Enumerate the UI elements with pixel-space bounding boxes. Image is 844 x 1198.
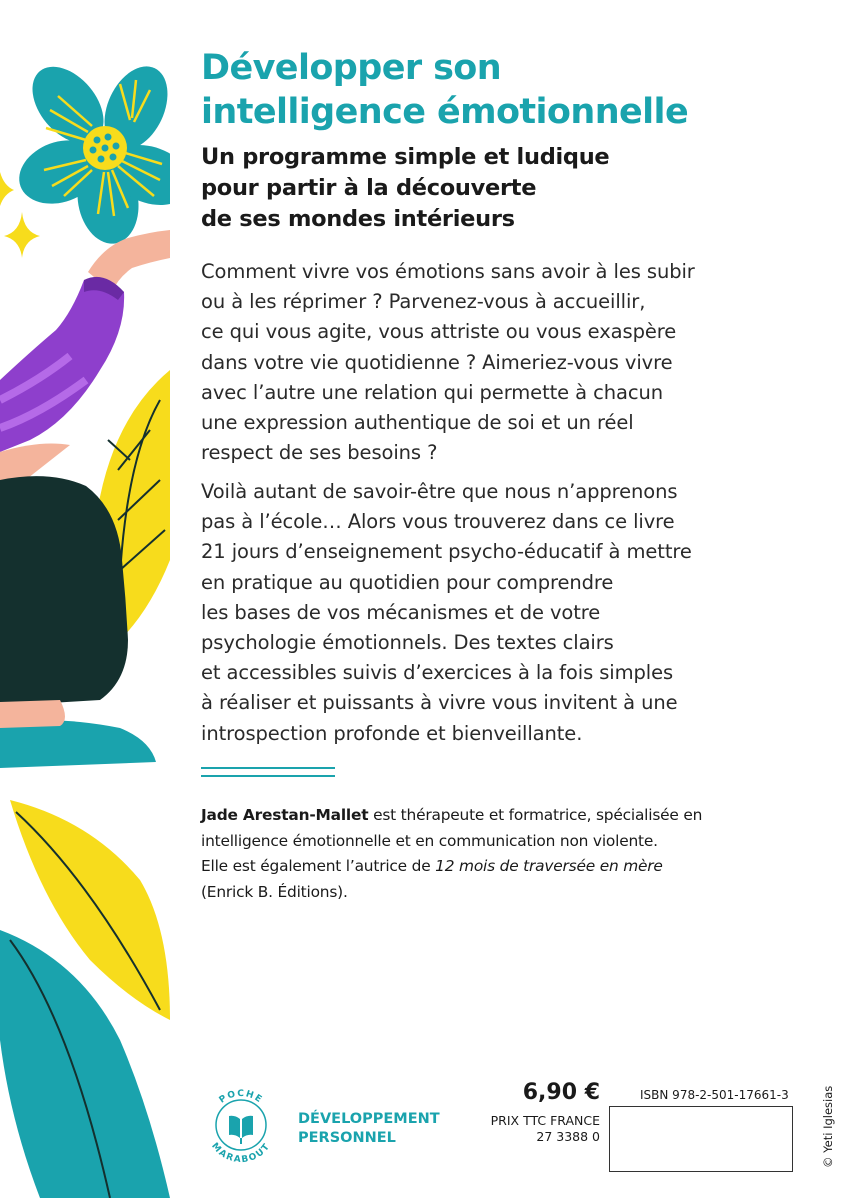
bio-line: intelligence émotionnelle et en communication non violente. <box>201 831 658 850</box>
subtitle-line: pour partir à la découverte <box>201 175 537 201</box>
blurb-line: en pratique au quotidien pour comprendre <box>201 570 614 594</box>
barcode-area <box>609 1106 793 1172</box>
collection-line: DÉVELOPPEMENT <box>298 1111 440 1127</box>
author-bio <box>201 803 841 905</box>
blurb-line: psychologie émotionnels. Des textes clairs <box>201 631 614 655</box>
bio-text: est thérapeute et formatrice, spécialisée en <box>368 806 703 824</box>
price: 6,90 € <box>522 1080 600 1105</box>
logo-text-bottom: MARABOUT <box>209 1141 273 1166</box>
svg-text:MARABOUT <box>209 1141 272 1165</box>
blurb-line: avec l’autre une relation qui permette à chacun <box>201 380 663 404</box>
blurb-line: ou à les réprimer ? Parvenez-vous à accueillir, <box>201 290 646 314</box>
divider <box>201 767 335 769</box>
blurb-line: Voilà autant de savoir-être que nous n’apprenons <box>201 480 678 503</box>
blurb-line: Comment vivre vos émotions sans avoir à les subir <box>201 260 695 283</box>
publisher-logo <box>198 1082 284 1168</box>
blurb-line: introspection profonde et bienveillante. <box>201 721 583 745</box>
title-line: Développer son <box>201 48 502 88</box>
author-name: Jade Arestan-Mallet <box>201 806 369 824</box>
divider <box>201 775 335 777</box>
flower-icon <box>10 53 170 248</box>
blurb-paragraph-2 <box>201 477 821 749</box>
blurb-line: une expression authentique de soi et un réel <box>201 411 634 435</box>
blurb-paragraph-1 <box>201 257 821 468</box>
isbn: ISBN 978-2-501-17661-3 <box>640 1088 789 1102</box>
sparkle-icon <box>4 212 40 258</box>
product-code: 27 3388 0 <box>536 1129 600 1144</box>
bio-line <box>201 854 841 880</box>
bio-text: Elle est également l’autrice de <box>201 857 436 875</box>
blurb-line: ce qui vous agite, vous attriste ou vous exaspère <box>201 320 677 344</box>
bio-line: (Enrick B. Éditions). <box>201 882 348 901</box>
collection-line: PERSONNEL <box>298 1130 396 1146</box>
book-reference: 12 mois de traversée en mère <box>435 857 663 875</box>
title-line: intelligence émotionnelle <box>201 92 689 132</box>
book-icon <box>229 1116 253 1144</box>
blurb-line: respect de ses besoins ? <box>201 441 438 465</box>
subtitle-line: de ses mondes intérieurs <box>201 206 515 232</box>
blurb-line: dans votre vie quotidienne ? Aimeriez-vous vivre <box>201 350 673 374</box>
blurb-line: à réaliser et puissants à vivre vous invitent à une <box>201 691 678 715</box>
price-label: PRIX TTC FRANCE <box>490 1113 600 1128</box>
collection-name <box>298 1110 440 1148</box>
price-info <box>470 1113 600 1145</box>
blurb-line: les bases de vos mécanismes et de votre <box>201 600 601 624</box>
blurb-line: 21 jours d’enseignement psycho-éducatif à mettre <box>201 540 692 564</box>
book-title <box>201 46 821 134</box>
svg-text:POCHE <box>218 1089 265 1106</box>
book-subtitle <box>201 142 821 235</box>
logo-text-top: POCHE <box>217 1088 265 1106</box>
blurb-line: pas à l’école… Alors vous trouverez dans ce livre <box>201 510 675 534</box>
blurb-line: et accessibles suivis d’exercices à la fois simples <box>201 661 674 685</box>
cover-illustration <box>0 0 170 1198</box>
subtitle-line: Un programme simple et ludique <box>201 144 610 170</box>
illustration-credit: © Yeti Iglesias <box>821 1085 835 1168</box>
bio-line <box>201 803 841 829</box>
